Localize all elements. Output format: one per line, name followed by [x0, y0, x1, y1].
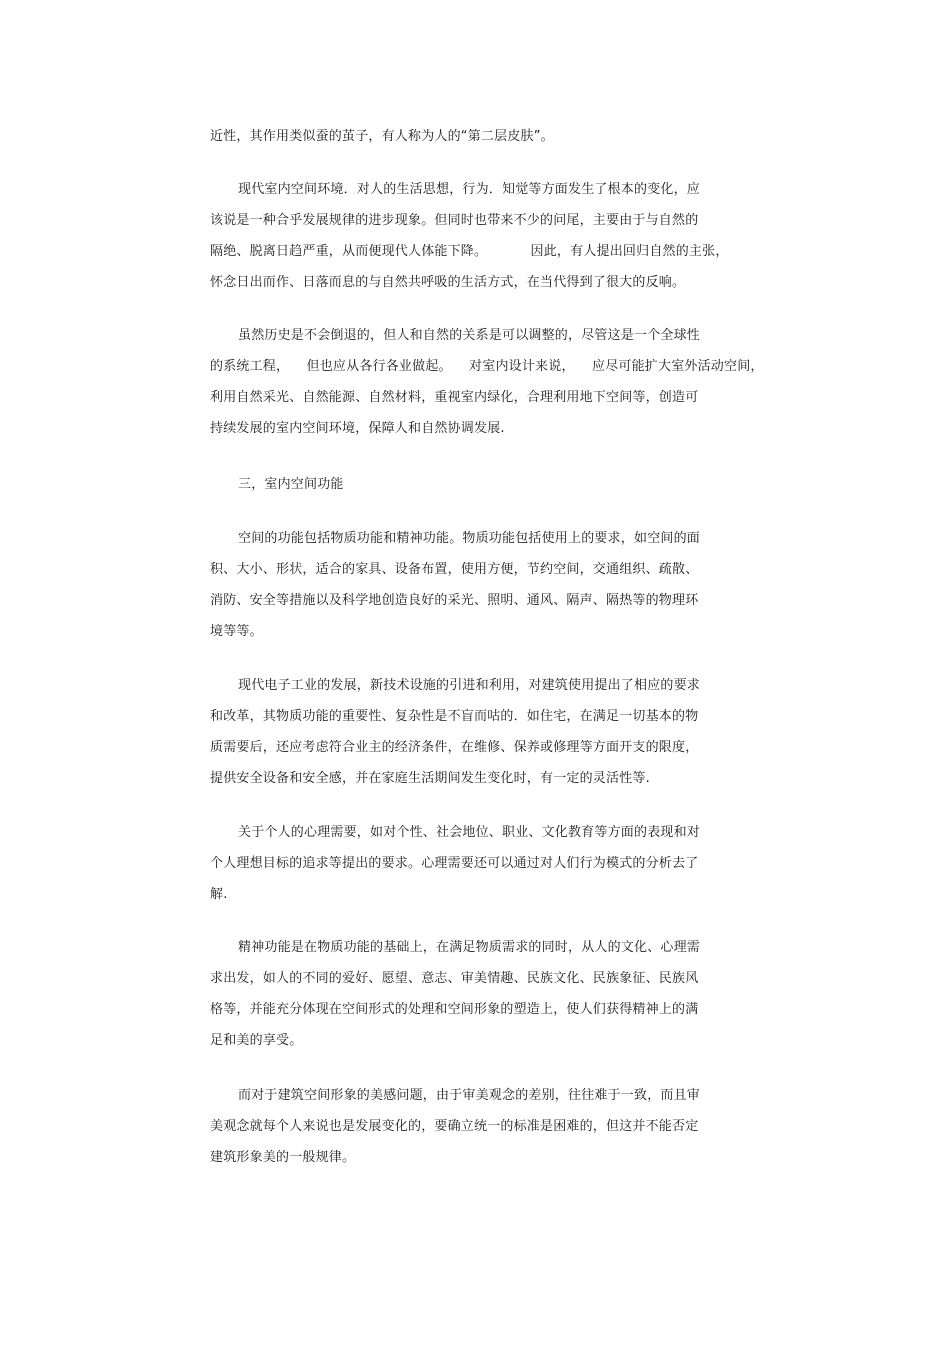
text-line: 现代室内空间环境．对人的生活思想，行为．知觉等方面发生了根本的变化，应: [238, 182, 701, 197]
text-line: 和改革，其物质功能的重要性、复杂性是不盲而咕的．如住宅，在满足一切基本的物: [210, 709, 699, 724]
text-line: 建筑形象美的一般规律。: [210, 1150, 356, 1165]
text-line: 消防、安全等措施以及科学地创造良好的采光、照明、通风、隔声、隔热等的物理环: [210, 593, 699, 608]
text-line: 而对于建筑空间形象的美感问题，由于审美观念的差别，往往难于一致，而且审: [238, 1088, 701, 1103]
text-line: 的系统工程， 但也应从各行各业做起。 对室内设计来说， 应尽可能扩大室外活动空间，: [210, 359, 764, 374]
text-line: 足和美的享受。: [210, 1033, 303, 1048]
section-heading: [210, 469, 740, 500]
paragraph-space-function: [210, 523, 740, 647]
text-line: 现代电子工业的发展，新技术设施的引进和利用，对建筑使用提出了相应的要求: [238, 678, 701, 693]
paragraph-electronics: [210, 670, 740, 794]
section-title: 三，室内空间功能: [238, 477, 344, 492]
text-line: 关于个人的心理需要，如对个性、社会地位、职业、文化教育等方面的表现和对: [238, 825, 701, 840]
text-line: 个人理想目标的追求等提出的要求。心理需要还可以通过对人们行为模式的分析去了: [210, 856, 699, 871]
text-line: 求出发，如人的不同的爱好、愿望、意志、审美情趣、民族文化、民族象征、民族风: [210, 971, 699, 986]
text-line: 怀念日出而作、日落而息的与自然共呼吸的生活方式，在当代得到了很大的反响。: [210, 275, 686, 290]
text-line: 质需要后，还应考虑符合业主的经济条件，在维修、保养或修理等方面开支的限度，: [210, 740, 699, 755]
paragraph-continuation: [210, 121, 740, 152]
paragraph-spiritual-function: [210, 932, 740, 1056]
text-line: 空间的功能包括物质功能和精神功能。物质功能包括使用上的要求，如空间的面: [238, 531, 701, 546]
text-line: 隔绝、脱离日趋严重，从而便现代人体能下降。 因此，有人提出回归自然的主张，: [210, 244, 729, 259]
text-line: 美观念就每个人来说也是发展变化的，要确立统一的标准是困难的，但这并不能否定: [210, 1119, 699, 1134]
paragraph-history: [210, 320, 764, 444]
paragraph-psychology: [210, 817, 740, 910]
paragraph-modern-environment: [210, 174, 740, 298]
text-line: 精神功能是在物质功能的基础上，在满足物质需求的同时，从人的文化、心理需: [238, 940, 701, 955]
text-line: 利用自然采光、自然能源、自然材料，重视室内绿化，合理利用地下空间等，创造可: [210, 390, 699, 405]
text-line: 积、大小、形状，适合的家具、设备布置，使用方便，节约空间，交通组织、疏散、: [210, 562, 699, 577]
text-line: 格等，并能充分体现在空间形式的处理和空间形象的塑造上，使人们获得精神上的满: [210, 1002, 699, 1017]
text-line: 境等等。: [210, 624, 263, 639]
text-line: 提供安全设备和安全感，并在家庭生活期间发生变化时，有一定的灵活性等.: [210, 771, 650, 786]
text-line: 该说是一种合乎发展规律的进步现象。但同时也带来不少的问尾，主要由于与自然的: [210, 213, 699, 228]
text-line: 解.: [210, 887, 228, 902]
text-line: 持续发展的室内空间环境，保障人和自然协调发展.: [210, 421, 505, 436]
text-line: 虽然历史是不会倒退的，但人和自然的关系是可以调整的，尽管这是一个全球性: [238, 328, 701, 343]
text-line: 近性，其作用类似蚕的茧子，有人称为人的“第二层皮肤”。: [210, 129, 554, 144]
paragraph-aesthetics: [210, 1080, 740, 1173]
